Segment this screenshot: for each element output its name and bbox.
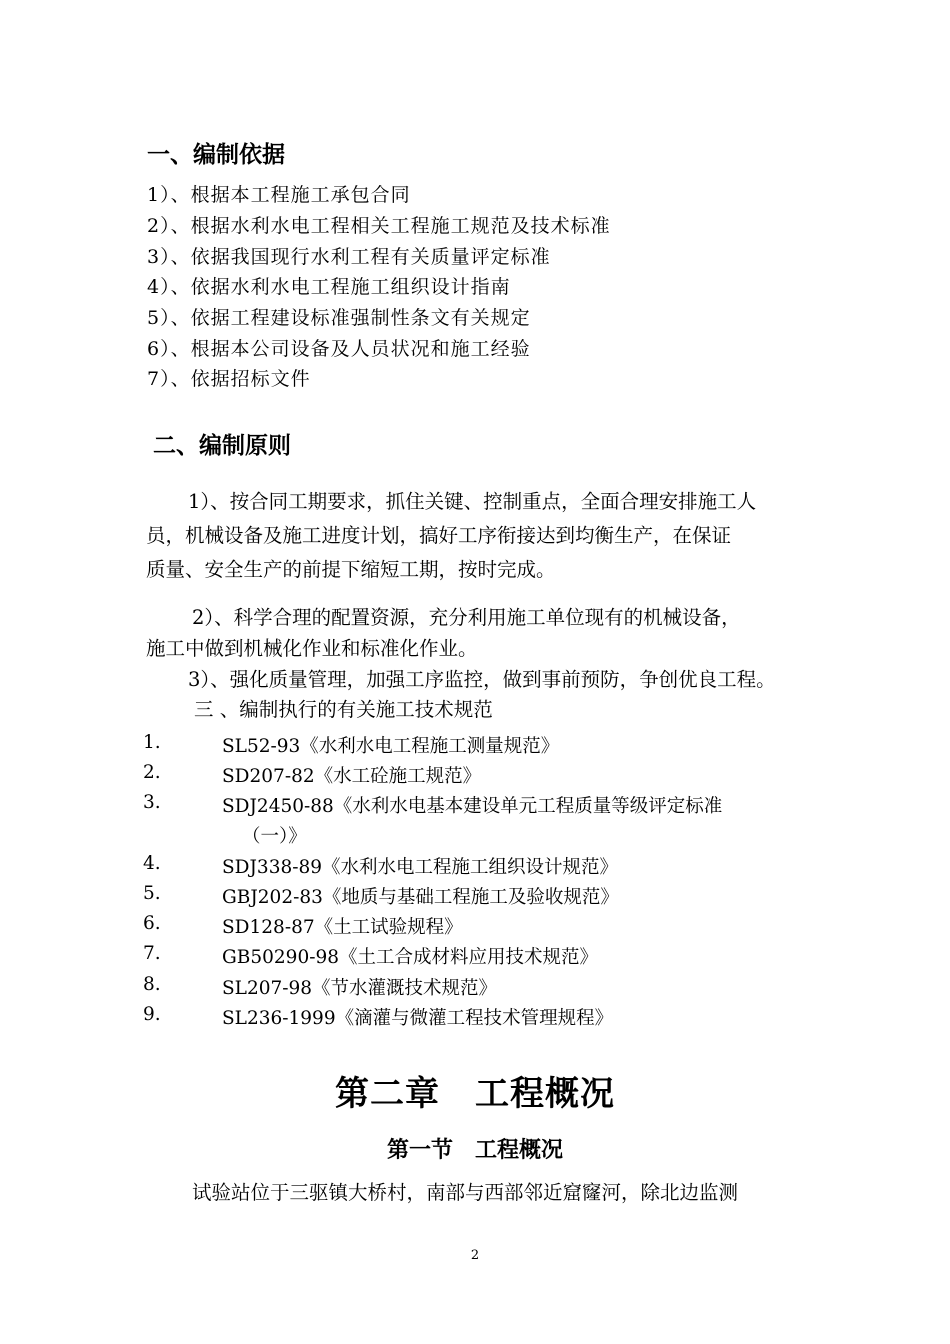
standard-number: 6. bbox=[143, 913, 161, 934]
basis-item: 4）、依据水利水电工程施工组织设计指南 bbox=[147, 276, 511, 298]
principle-line: 2）、科学合理的配置资源，充分利用施工单位现有的机械设备， bbox=[192, 606, 741, 629]
standard-number: 5. bbox=[143, 883, 161, 904]
basis-item: 1）、根据本工程施工承包合同 bbox=[147, 184, 411, 206]
page-number: 2 bbox=[470, 1248, 480, 1263]
basis-item: 3）、依据我国现行水利工程有关质量评定标准 bbox=[147, 246, 551, 268]
overview-paragraph: 试验站位于三驱镇大桥村，南部与西部邻近窟窿河，除北边监测 bbox=[192, 1181, 739, 1204]
standard-item bbox=[143, 762, 843, 788]
principle-line: 1）、按合同工期要求，抓住关键、控制重点，全面合理安排施工人 bbox=[188, 490, 757, 513]
principle-line: 施工中做到机械化作业和标准化作业。 bbox=[146, 637, 478, 660]
standard-text: SL52-93《水利水电工程施工测量规范》 bbox=[222, 736, 560, 757]
standard-item bbox=[143, 853, 843, 879]
standard-item bbox=[143, 974, 843, 1000]
basis-item: 7）、依据招标文件 bbox=[147, 368, 311, 390]
heading-principles: 二、编制原则 bbox=[153, 433, 291, 459]
heading-basis: 一、编制依据 bbox=[147, 142, 285, 168]
standard-text: SDJ338-89《水利水电工程施工组织设计规范》 bbox=[222, 857, 619, 878]
standard-number: 4. bbox=[143, 853, 161, 874]
section-title: 第一节 工程概况 bbox=[386, 1138, 563, 1163]
principle-line: 员，机械设备及施工进度计划，搞好工序衔接达到均衡生产，在保证 bbox=[146, 524, 732, 547]
chapter-title: 第二章 工程概况 bbox=[335, 1074, 615, 1114]
standard-text: SL236-1999《滴灌与微灌工程技术管理规程》 bbox=[222, 1008, 614, 1029]
standard-text: SDJ2450-88《水利水电基本建设单元工程质量等级评定标准 bbox=[222, 796, 723, 817]
standard-number: 9. bbox=[143, 1004, 161, 1025]
standard-number: 3. bbox=[143, 792, 161, 813]
standard-number: 7. bbox=[143, 943, 161, 964]
standard-text-continuation: （一）》 bbox=[242, 826, 307, 847]
principle-line: 质量、安全生产的前提下缩短工期，按时完成。 bbox=[146, 558, 556, 581]
basis-item: 6）、根据本公司设备及人员状况和施工经验 bbox=[147, 338, 531, 360]
standard-item bbox=[143, 1004, 843, 1030]
standard-item bbox=[143, 792, 843, 818]
standard-text: GB50290-98《土工合成材料应用技术规范》 bbox=[222, 947, 599, 968]
standard-number: 8. bbox=[143, 974, 161, 995]
standard-item bbox=[143, 943, 843, 969]
standard-item bbox=[143, 913, 843, 939]
standard-text: SL207-98《节水灌溉技术规范》 bbox=[222, 978, 498, 999]
standard-text: SD128-87《土工试验规程》 bbox=[222, 917, 463, 938]
standard-text: SD207-82《水工砼施工规范》 bbox=[222, 766, 482, 787]
basis-item: 2）、根据水利水电工程相关工程施工规范及技术标准 bbox=[147, 215, 611, 237]
standard-item bbox=[143, 883, 843, 909]
basis-item: 5）、依据工程建设标准强制性条文有关规定 bbox=[147, 307, 531, 329]
principle-line: 3）、强化质量管理，加强工序监控，做到事前预防，争创优良工程。 bbox=[188, 668, 776, 691]
standard-number: 2. bbox=[143, 762, 161, 783]
heading-standards: 三 、编制执行的有关施工技术规范 bbox=[194, 698, 493, 721]
standard-number: 1. bbox=[143, 732, 161, 753]
standard-item bbox=[143, 732, 843, 758]
standard-text: GBJ202-83《地质与基础工程施工及验收规范》 bbox=[222, 887, 619, 908]
